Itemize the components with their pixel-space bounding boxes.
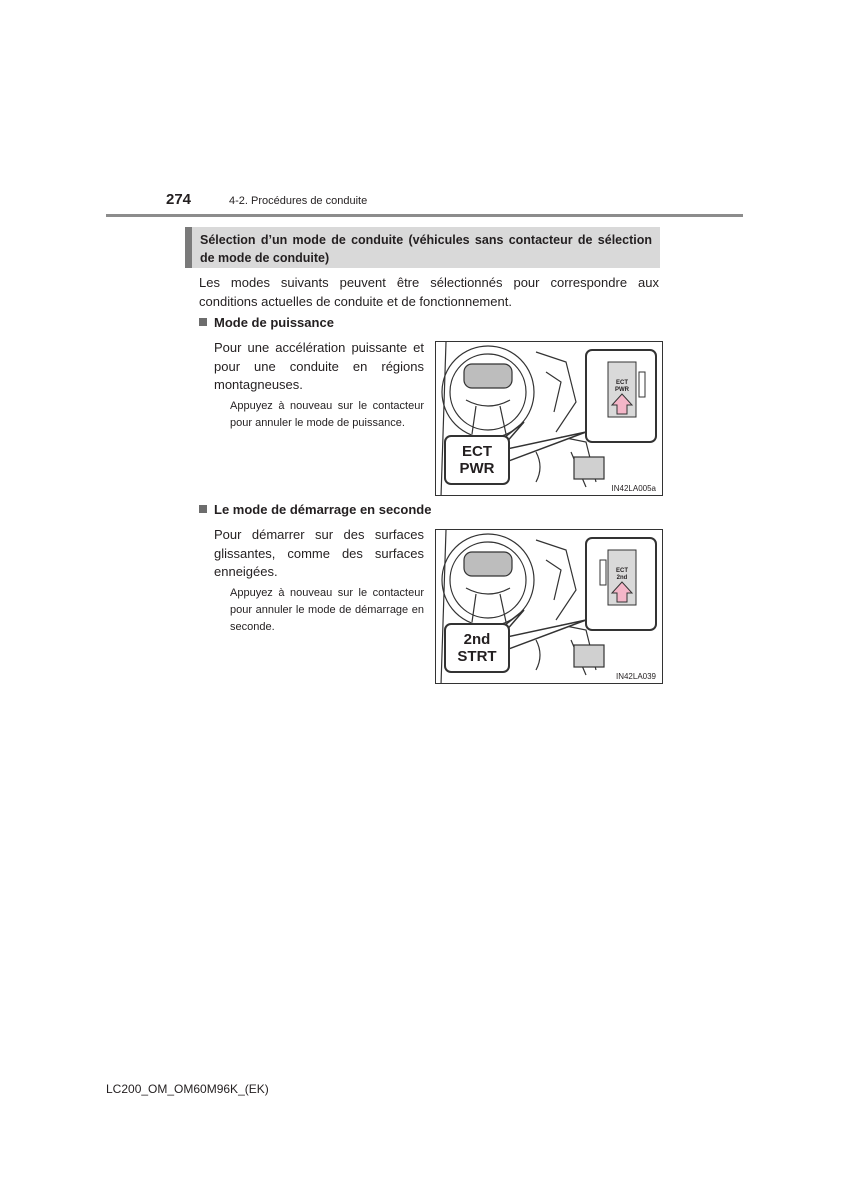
running-head: 4-2. Procédures de conduite [229,195,368,207]
figure-callout-label: ECT PWR [444,435,510,485]
bullet-square-icon [199,318,207,326]
figure-button-label: ECT 2nd [616,568,628,581]
bullet-square-icon [199,505,207,513]
section-title: Sélection d’un mode de conduite (véhicules sans contacteur de sélection de mode de conduite) [185,227,660,268]
mode-description: Pour une accélération puissante et pour une conduite en régions montagneuses. [214,340,424,392]
page-number: 274 [166,191,192,208]
mode-heading-second-start [199,502,431,517]
footer-doc-code: LC200_OM_OM60M96K_(EK) [106,1082,269,1096]
header-rule [106,214,743,217]
figure-ect-pwr [435,341,663,496]
figure-code: IN42LA005a [611,484,656,493]
intro-paragraph: Les modes suivants peuvent être sélectionnés pour correspondre aux conditions actuelles de conduite et de fonctionnement. [199,275,659,309]
figure-code: IN42LA039 [615,672,656,681]
figure-button-label: ECT PWR [615,380,629,393]
mode-note: Appuyez à nouveau sur le contacteur pour annuler le mode de démarrage en seconde. [230,587,424,633]
figure-callout-label: 2nd STRT [444,623,510,673]
mode-title: Mode de puissance [214,315,334,330]
mode-heading-power [199,315,334,330]
mode-description: Pour démarrer sur des surfaces glissantes, comme des surfaces enneigées. [214,527,424,579]
figure-2nd-strt [435,529,663,684]
mode-title: Le mode de démarrage en seconde [214,502,432,517]
mode-note: Appuyez à nouveau sur le contacteur pour annuler le mode de puissance. [230,400,424,429]
